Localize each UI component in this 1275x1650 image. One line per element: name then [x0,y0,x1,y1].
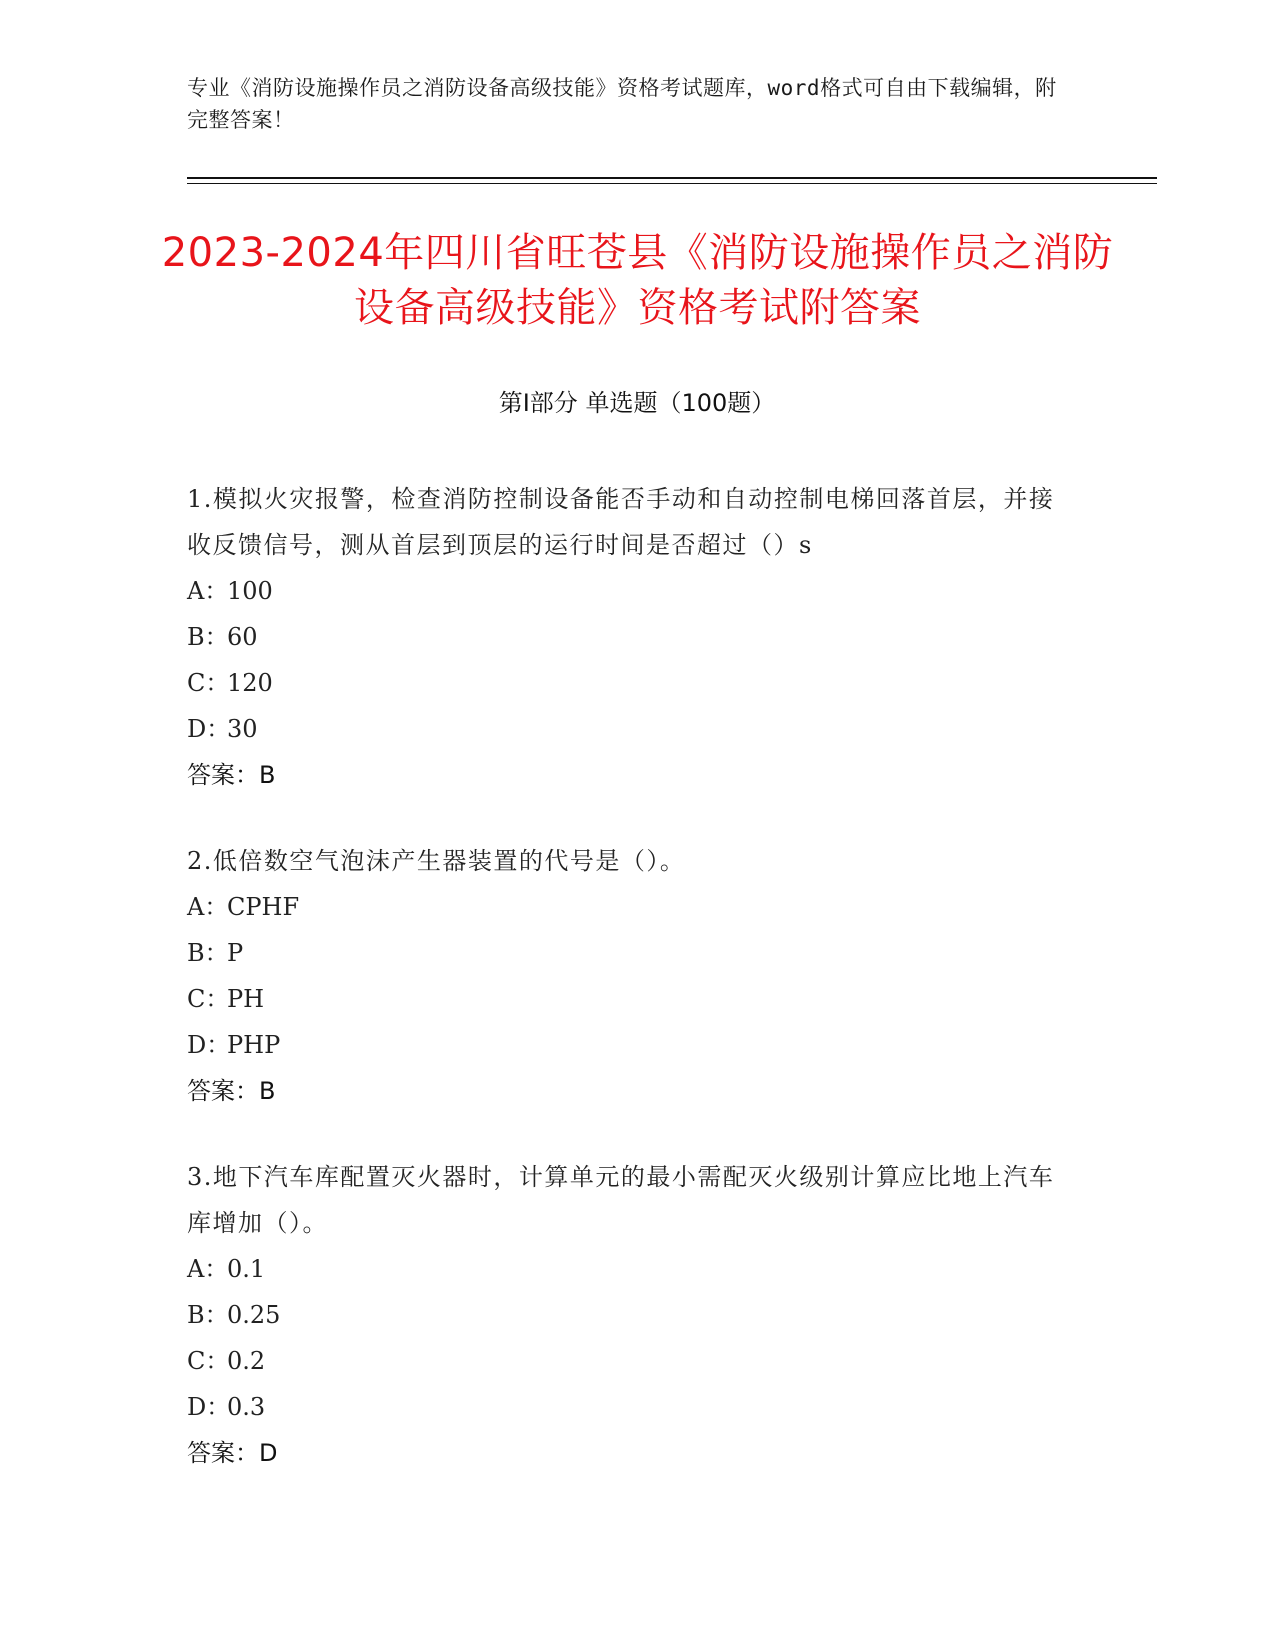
question-stem: 1.模拟火灾报警，检查消防控制设备能否手动和自动控制电梯回落首层，并接收反馈信号，测从首层到顶层的运行时间是否超过（）s [187,485,1055,559]
answer-line: 答案：B [187,1077,276,1105]
question-2 [187,838,1077,1114]
answer-line: 答案：D [187,1439,278,1467]
option-letter: C： [187,985,230,1013]
option-c [187,976,1077,1022]
option-text: 30 [227,715,258,743]
option-letter: A： [187,893,229,921]
header-rule-thick [187,177,1157,179]
option-letter: D： [187,1031,231,1059]
option-letter: D： [187,715,231,743]
option-text: CPHF [227,893,300,921]
header-note: 专业《消防设施操作员之消防设备高级技能》资格考试题库，word格式可自由下载编辑，附完整答案！ [187,76,1057,132]
option-letter: B： [187,1301,229,1329]
option-text: P [227,939,244,967]
question-3 [187,1154,1077,1476]
option-b [187,930,1077,976]
option-text: PHP [227,1031,281,1059]
option-letter: B： [187,623,229,651]
option-text: PH [227,985,265,1013]
option-c [187,1338,1077,1384]
option-letter: C： [187,1347,230,1375]
option-letter: A： [187,1255,229,1283]
answer-line: 答案：B [187,761,276,789]
option-d [187,1384,1077,1430]
option-a [187,884,1077,930]
option-d [187,1022,1077,1068]
option-text: 0.2 [227,1347,266,1375]
question-stem: 3.地下汽车库配置灭火器时，计算单元的最小需配灭火级别计算应比地上汽车库增加（）。 [187,1163,1055,1237]
option-b [187,1292,1077,1338]
option-d [187,706,1077,752]
option-text: 60 [227,623,258,651]
option-a [187,568,1077,614]
option-b [187,614,1077,660]
option-letter: A： [187,577,229,605]
document-title: 2023-2024年四川省旺苍县《消防设施操作员之消防设备高级技能》资格考试附答案 [161,230,1114,331]
question-stem: 2.低倍数空气泡沫产生器装置的代号是（）。 [187,847,686,875]
option-text: 100 [227,577,273,605]
option-letter: B： [187,939,229,967]
option-text: 120 [227,669,273,697]
option-letter: C： [187,669,230,697]
option-text: 0.25 [227,1301,281,1329]
option-text: 0.3 [227,1393,266,1421]
header-rule-thin [187,183,1157,184]
option-letter: D： [187,1393,231,1421]
option-a [187,1246,1077,1292]
option-text: 0.1 [227,1255,266,1283]
question-1 [187,476,1077,798]
option-c [187,660,1077,706]
section-heading: 第Ⅰ部分 单选题（100题） [498,389,776,417]
